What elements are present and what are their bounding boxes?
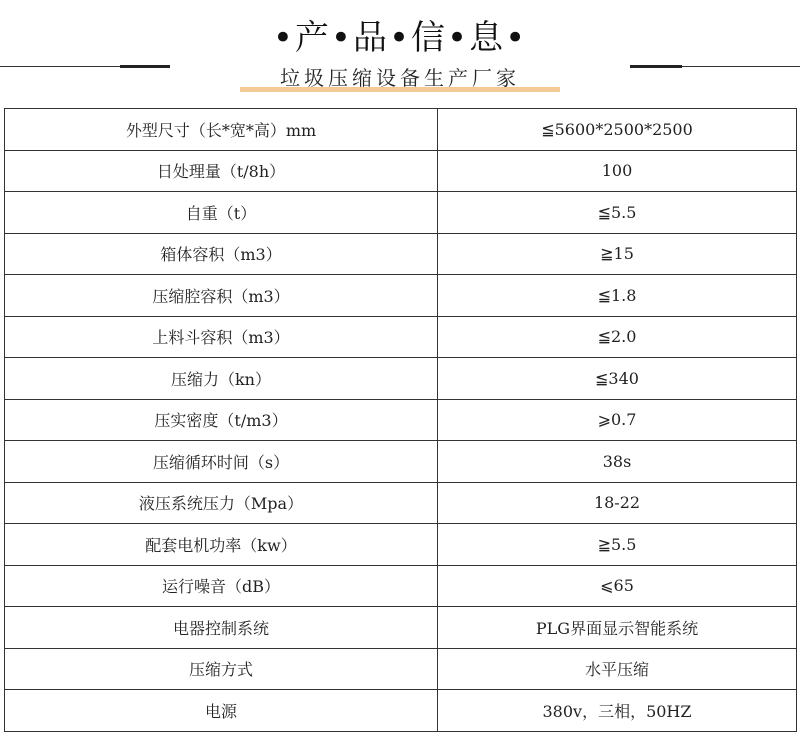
table-row: [5, 482, 797, 524]
spec-label: 箱体容积（m3）: [5, 233, 438, 275]
page-header: [0, 0, 800, 100]
spec-label: 配套电机功率（kw）: [5, 524, 438, 566]
spec-label: 压缩方式: [5, 648, 438, 690]
table-row: [5, 275, 797, 317]
table-row: [5, 690, 797, 732]
spec-label: 日处理量（t/8h）: [5, 150, 438, 192]
spec-label: 压实密度（t/m3）: [5, 399, 438, 441]
table-row: [5, 316, 797, 358]
spec-label: 压缩循环时间（s）: [5, 441, 438, 483]
table-row: [5, 233, 797, 275]
spec-label: 自重（t）: [5, 192, 438, 234]
table-row: [5, 524, 797, 566]
spec-value: ≦340: [438, 358, 797, 400]
spec-table: [4, 108, 797, 732]
spec-label: 上料斗容积（m3）: [5, 316, 438, 358]
table-row: [5, 441, 797, 483]
spec-value: 380v，三相，50HZ: [438, 690, 797, 732]
table-row: [5, 399, 797, 441]
table-row: [5, 358, 797, 400]
spec-label: 运行噪音（dB）: [5, 565, 438, 607]
spec-label: 电源: [5, 690, 438, 732]
spec-value: ≦5.5: [438, 192, 797, 234]
page-subtitle: 垃圾压缩设备生产厂家: [280, 66, 520, 90]
spec-label: 外型尺寸（长*宽*高）mm: [5, 109, 438, 151]
page-title: •产•品•信•息•: [272, 18, 528, 58]
spec-value: ⩽65: [438, 565, 797, 607]
spec-label: 电器控制系统: [5, 607, 438, 649]
table-row: [5, 607, 797, 649]
spec-value: ≧15: [438, 233, 797, 275]
table-row: [5, 648, 797, 690]
table-row: [5, 565, 797, 607]
spec-value: 38s: [438, 441, 797, 483]
spec-value: ≦1.8: [438, 275, 797, 317]
spec-label: 压缩力（kn）: [5, 358, 438, 400]
spec-label: 液压系统压力（Mpa）: [5, 482, 438, 524]
spec-value: 100: [438, 150, 797, 192]
spec-value: ≧5.5: [438, 524, 797, 566]
table-row: [5, 192, 797, 234]
spec-value: 水平压缩: [438, 648, 797, 690]
spec-value: ≦2.0: [438, 316, 797, 358]
spec-value: ≦5600*2500*2500: [438, 109, 797, 151]
table-row: [5, 109, 797, 151]
spec-value: PLG界面显示智能系统: [438, 607, 797, 649]
table-row: [5, 150, 797, 192]
spec-value: ⩾0.7: [438, 399, 797, 441]
spec-value: 18-22: [438, 482, 797, 524]
spec-label: 压缩腔容积（m3）: [5, 275, 438, 317]
